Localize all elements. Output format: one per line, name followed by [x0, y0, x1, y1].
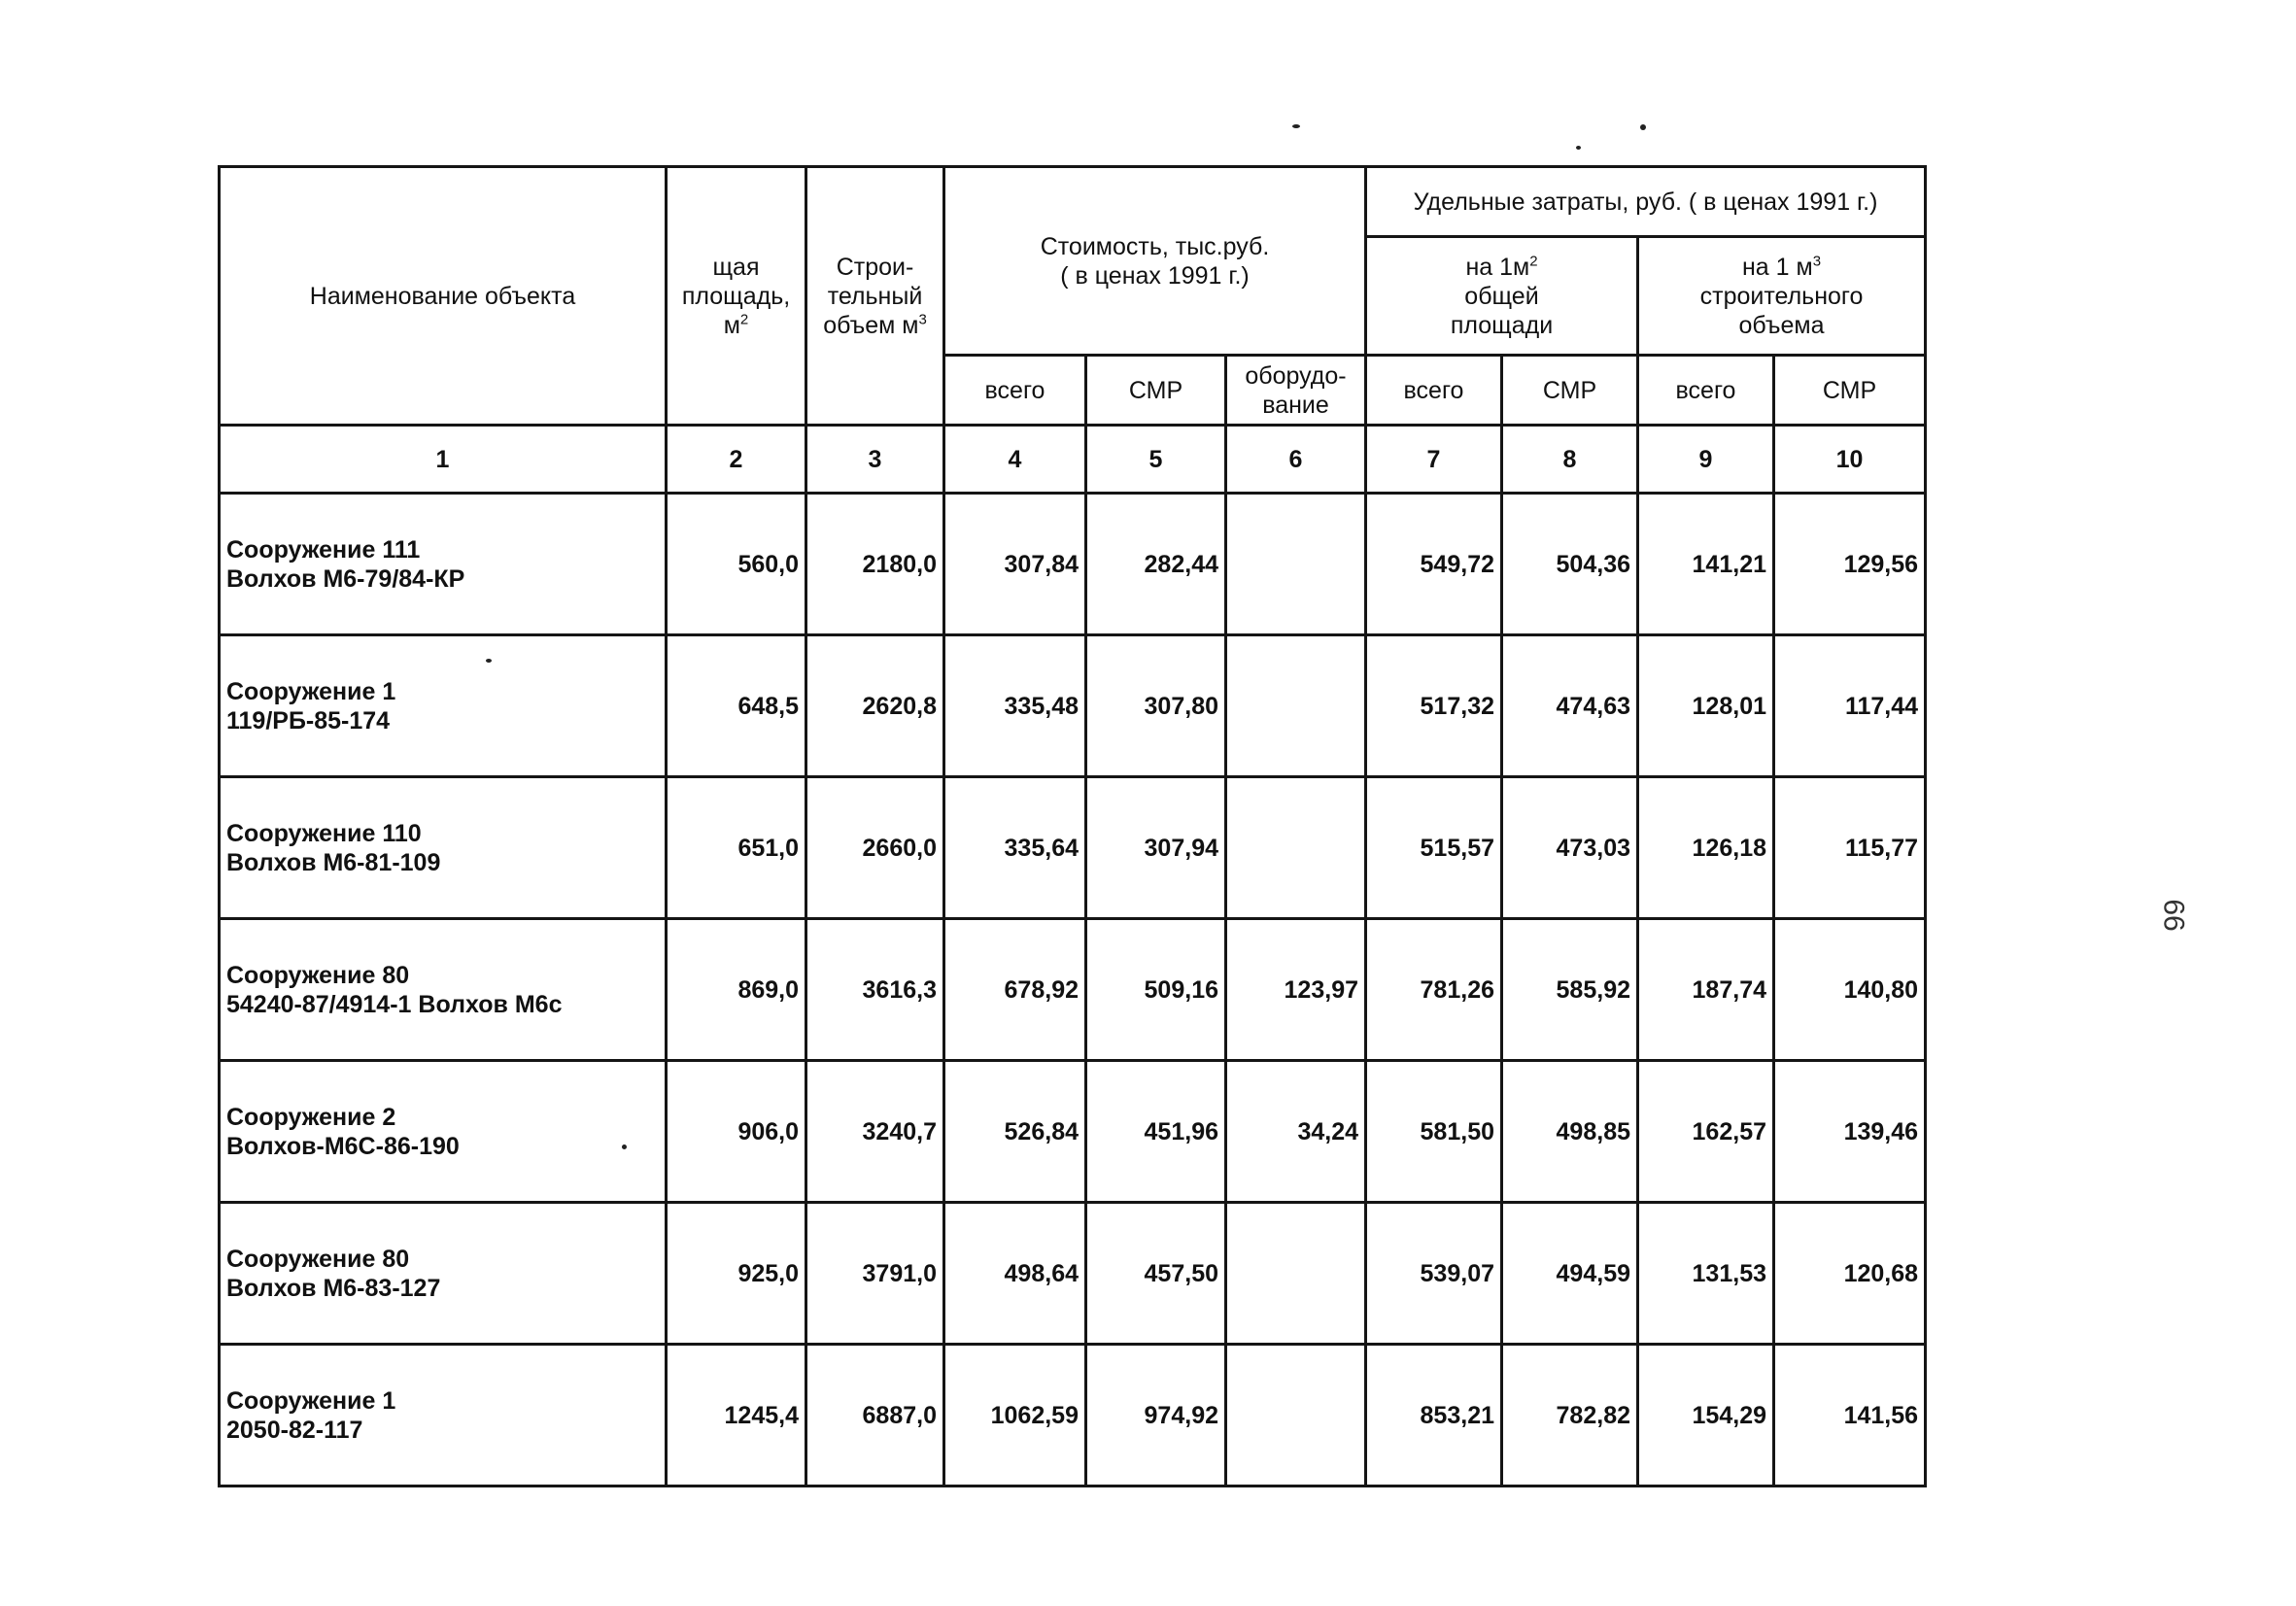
m3-total-cell: 141,21: [1638, 494, 1774, 635]
column-number: 9: [1638, 426, 1774, 494]
scan-speck: [1640, 124, 1646, 130]
m2-smr-cell: 474,63: [1502, 635, 1638, 777]
m3-total-cell: 126,18: [1638, 777, 1774, 919]
header-volume-text: Строи- тельный объем м: [823, 253, 923, 339]
volume-cell: 2180,0: [806, 494, 944, 635]
header-row-1: [220, 167, 1926, 237]
header-m3-total: всего: [1638, 356, 1774, 426]
header-cost-equipment: [1226, 356, 1366, 426]
cost-total-cell: 307,84: [944, 494, 1086, 635]
m3-smr-cell: 139,46: [1774, 1061, 1926, 1203]
object-name-cell: [220, 1203, 667, 1345]
column-number: 1: [220, 426, 667, 494]
object-name-line2: Волхов М6-83-127: [226, 1274, 441, 1302]
header-unit-cost-group: Удельные затраты, руб. ( в ценах 1991 г.): [1366, 167, 1926, 237]
m2-smr-cell: 782,82: [1502, 1345, 1638, 1486]
cost-equipment-cell: [1226, 1345, 1366, 1486]
header-cost-total: всего: [944, 356, 1086, 426]
m2-smr-cell: 494,59: [1502, 1203, 1638, 1345]
m3-total-cell: 162,57: [1638, 1061, 1774, 1203]
cost-total-cell: 498,64: [944, 1203, 1086, 1345]
m2-smr-cell: 498,85: [1502, 1061, 1638, 1203]
cost-equipment-cell: [1226, 777, 1366, 919]
column-number: 7: [1366, 426, 1502, 494]
header-volume-sup: 3: [918, 311, 927, 328]
header-per-m2-line3: площади: [1450, 311, 1554, 339]
cost-smr-cell: 457,50: [1086, 1203, 1226, 1345]
page-number: 66: [2157, 899, 2190, 932]
m3-total-cell: 154,29: [1638, 1345, 1774, 1486]
cost-table: [218, 165, 1927, 1487]
table-row: [220, 1345, 1926, 1486]
scan-speck: [622, 1145, 627, 1149]
header-per-m3-line1: [1645, 253, 1918, 282]
area-cell: 648,5: [667, 635, 806, 777]
m2-total-cell: 581,50: [1366, 1061, 1502, 1203]
area-cell: 869,0: [667, 919, 806, 1061]
area-cell: 1245,4: [667, 1345, 806, 1486]
object-name-cell: [220, 494, 667, 635]
object-name-cell: [220, 1345, 667, 1486]
header-per-m2: [1366, 237, 1638, 356]
volume-cell: 3240,7: [806, 1061, 944, 1203]
cost-equipment-cell: [1226, 1203, 1366, 1345]
object-name-line1: Сооружение 80: [226, 961, 410, 989]
column-number: 10: [1774, 426, 1926, 494]
object-name-cell: [220, 777, 667, 919]
cost-total-cell: 1062,59: [944, 1345, 1086, 1486]
header-cost-group: [944, 167, 1366, 356]
object-name-line2: Волхов М6-79/84-КР: [226, 564, 465, 593]
m3-smr-cell: 115,77: [1774, 777, 1926, 919]
header-per-m2-line2: общей: [1464, 282, 1539, 310]
object-name-line1: Сооружение 2: [226, 1103, 396, 1131]
header-per-m3-sup: 3: [1812, 253, 1822, 270]
header-m2-smr: СМР: [1502, 356, 1638, 426]
scan-speck: [1576, 146, 1581, 150]
m3-smr-cell: 129,56: [1774, 494, 1926, 635]
area-cell: 651,0: [667, 777, 806, 919]
cost-smr-cell: 282,44: [1086, 494, 1226, 635]
m2-total-cell: 539,07: [1366, 1203, 1502, 1345]
cost-smr-cell: 451,96: [1086, 1061, 1226, 1203]
header-per-m2-text: на 1м: [1465, 253, 1530, 281]
table-row: [220, 777, 1926, 919]
column-number: 5: [1086, 426, 1226, 494]
header-cost-line1: Стоимость, тыс.руб.: [1040, 232, 1270, 260]
m3-smr-cell: 141,56: [1774, 1345, 1926, 1486]
m3-total-cell: 131,53: [1638, 1203, 1774, 1345]
m2-smr-cell: 473,03: [1502, 777, 1638, 919]
cost-equipment-cell: 123,97: [1226, 919, 1366, 1061]
object-name-cell: [220, 919, 667, 1061]
cost-total-cell: 678,92: [944, 919, 1086, 1061]
header-area-sup: 2: [739, 311, 749, 328]
header-per-m2-line1: [1373, 253, 1630, 282]
header-m3-smr: СМР: [1774, 356, 1926, 426]
volume-cell: 6887,0: [806, 1345, 944, 1486]
area-cell: 925,0: [667, 1203, 806, 1345]
cost-smr-cell: 974,92: [1086, 1345, 1226, 1486]
header-m2-total: всего: [1366, 356, 1502, 426]
object-name-line1: Сооружение 1: [226, 677, 396, 705]
header-object-name: Наименование объекта: [220, 167, 667, 426]
header-equipment-line1: оборудо-: [1245, 361, 1347, 390]
cost-equipment-cell: [1226, 635, 1366, 777]
m3-smr-cell: 120,68: [1774, 1203, 1926, 1345]
header-per-m3-line2: строительного: [1699, 282, 1864, 310]
header-cost-smr: СМР: [1086, 356, 1226, 426]
cost-smr-cell: 307,80: [1086, 635, 1226, 777]
table-row: [220, 919, 1926, 1061]
m3-smr-cell: 140,80: [1774, 919, 1926, 1061]
m3-total-cell: 187,74: [1638, 919, 1774, 1061]
m2-total-cell: 515,57: [1366, 777, 1502, 919]
volume-cell: 2660,0: [806, 777, 944, 919]
m2-total-cell: 517,32: [1366, 635, 1502, 777]
header-volume: [806, 167, 944, 426]
object-name-line2: 54240-87/4914-1 Волхов М6с: [226, 990, 563, 1018]
m3-smr-cell: 117,44: [1774, 635, 1926, 777]
area-cell: 906,0: [667, 1061, 806, 1203]
column-number: 4: [944, 426, 1086, 494]
cost-total-cell: 335,64: [944, 777, 1086, 919]
cost-equipment-cell: [1226, 494, 1366, 635]
column-number: 2: [667, 426, 806, 494]
header-per-m3-text: на 1 м: [1741, 253, 1813, 281]
table-row: [220, 1203, 1926, 1345]
cost-total-cell: 526,84: [944, 1061, 1086, 1203]
area-cell: 560,0: [667, 494, 806, 635]
header-area-text: щая площадь, м: [681, 253, 791, 339]
object-name-line1: Сооружение 111: [226, 535, 421, 564]
m2-smr-cell: 504,36: [1502, 494, 1638, 635]
header-equipment-line2: вание: [1262, 391, 1329, 419]
header-per-m2-sup: 2: [1529, 253, 1538, 270]
object-name-line1: Сооружение 1: [226, 1386, 396, 1415]
table-row: [220, 1061, 1926, 1203]
scan-speck: [486, 659, 492, 663]
header-area: [667, 167, 806, 426]
header-cost-line2: ( в ценах 1991 г.): [1060, 261, 1250, 290]
m2-total-cell: 549,72: [1366, 494, 1502, 635]
cost-total-cell: 335,48: [944, 635, 1086, 777]
volume-cell: 3791,0: [806, 1203, 944, 1345]
object-name-line1: Сооружение 110: [226, 819, 422, 847]
volume-cell: 2620,8: [806, 635, 944, 777]
object-name-line2: 2050-82-117: [226, 1416, 363, 1444]
cost-smr-cell: 509,16: [1086, 919, 1226, 1061]
object-name-line2: 119/РБ-85-174: [226, 706, 391, 735]
scan-speck: [1292, 124, 1300, 128]
m3-total-cell: 128,01: [1638, 635, 1774, 777]
header-per-m3: [1638, 237, 1926, 356]
column-number: 6: [1226, 426, 1366, 494]
table-row: [220, 635, 1926, 777]
volume-cell: 3616,3: [806, 919, 944, 1061]
m2-total-cell: 781,26: [1366, 919, 1502, 1061]
m2-smr-cell: 585,92: [1502, 919, 1638, 1061]
header-per-m3-line3: объема: [1738, 311, 1825, 339]
column-number: 8: [1502, 426, 1638, 494]
column-number: 3: [806, 426, 944, 494]
cost-equipment-cell: 34,24: [1226, 1061, 1366, 1203]
table-row: [220, 494, 1926, 635]
object-name-cell: [220, 635, 667, 777]
object-name-line2: Волхов М6-81-109: [226, 848, 441, 876]
column-number-row: [220, 426, 1926, 494]
object-name-cell: [220, 1061, 667, 1203]
object-name-line1: Сооружение 80: [226, 1245, 410, 1273]
cost-smr-cell: 307,94: [1086, 777, 1226, 919]
m2-total-cell: 853,21: [1366, 1345, 1502, 1486]
object-name-line2: Волхов-М6С-86-190: [226, 1132, 460, 1160]
